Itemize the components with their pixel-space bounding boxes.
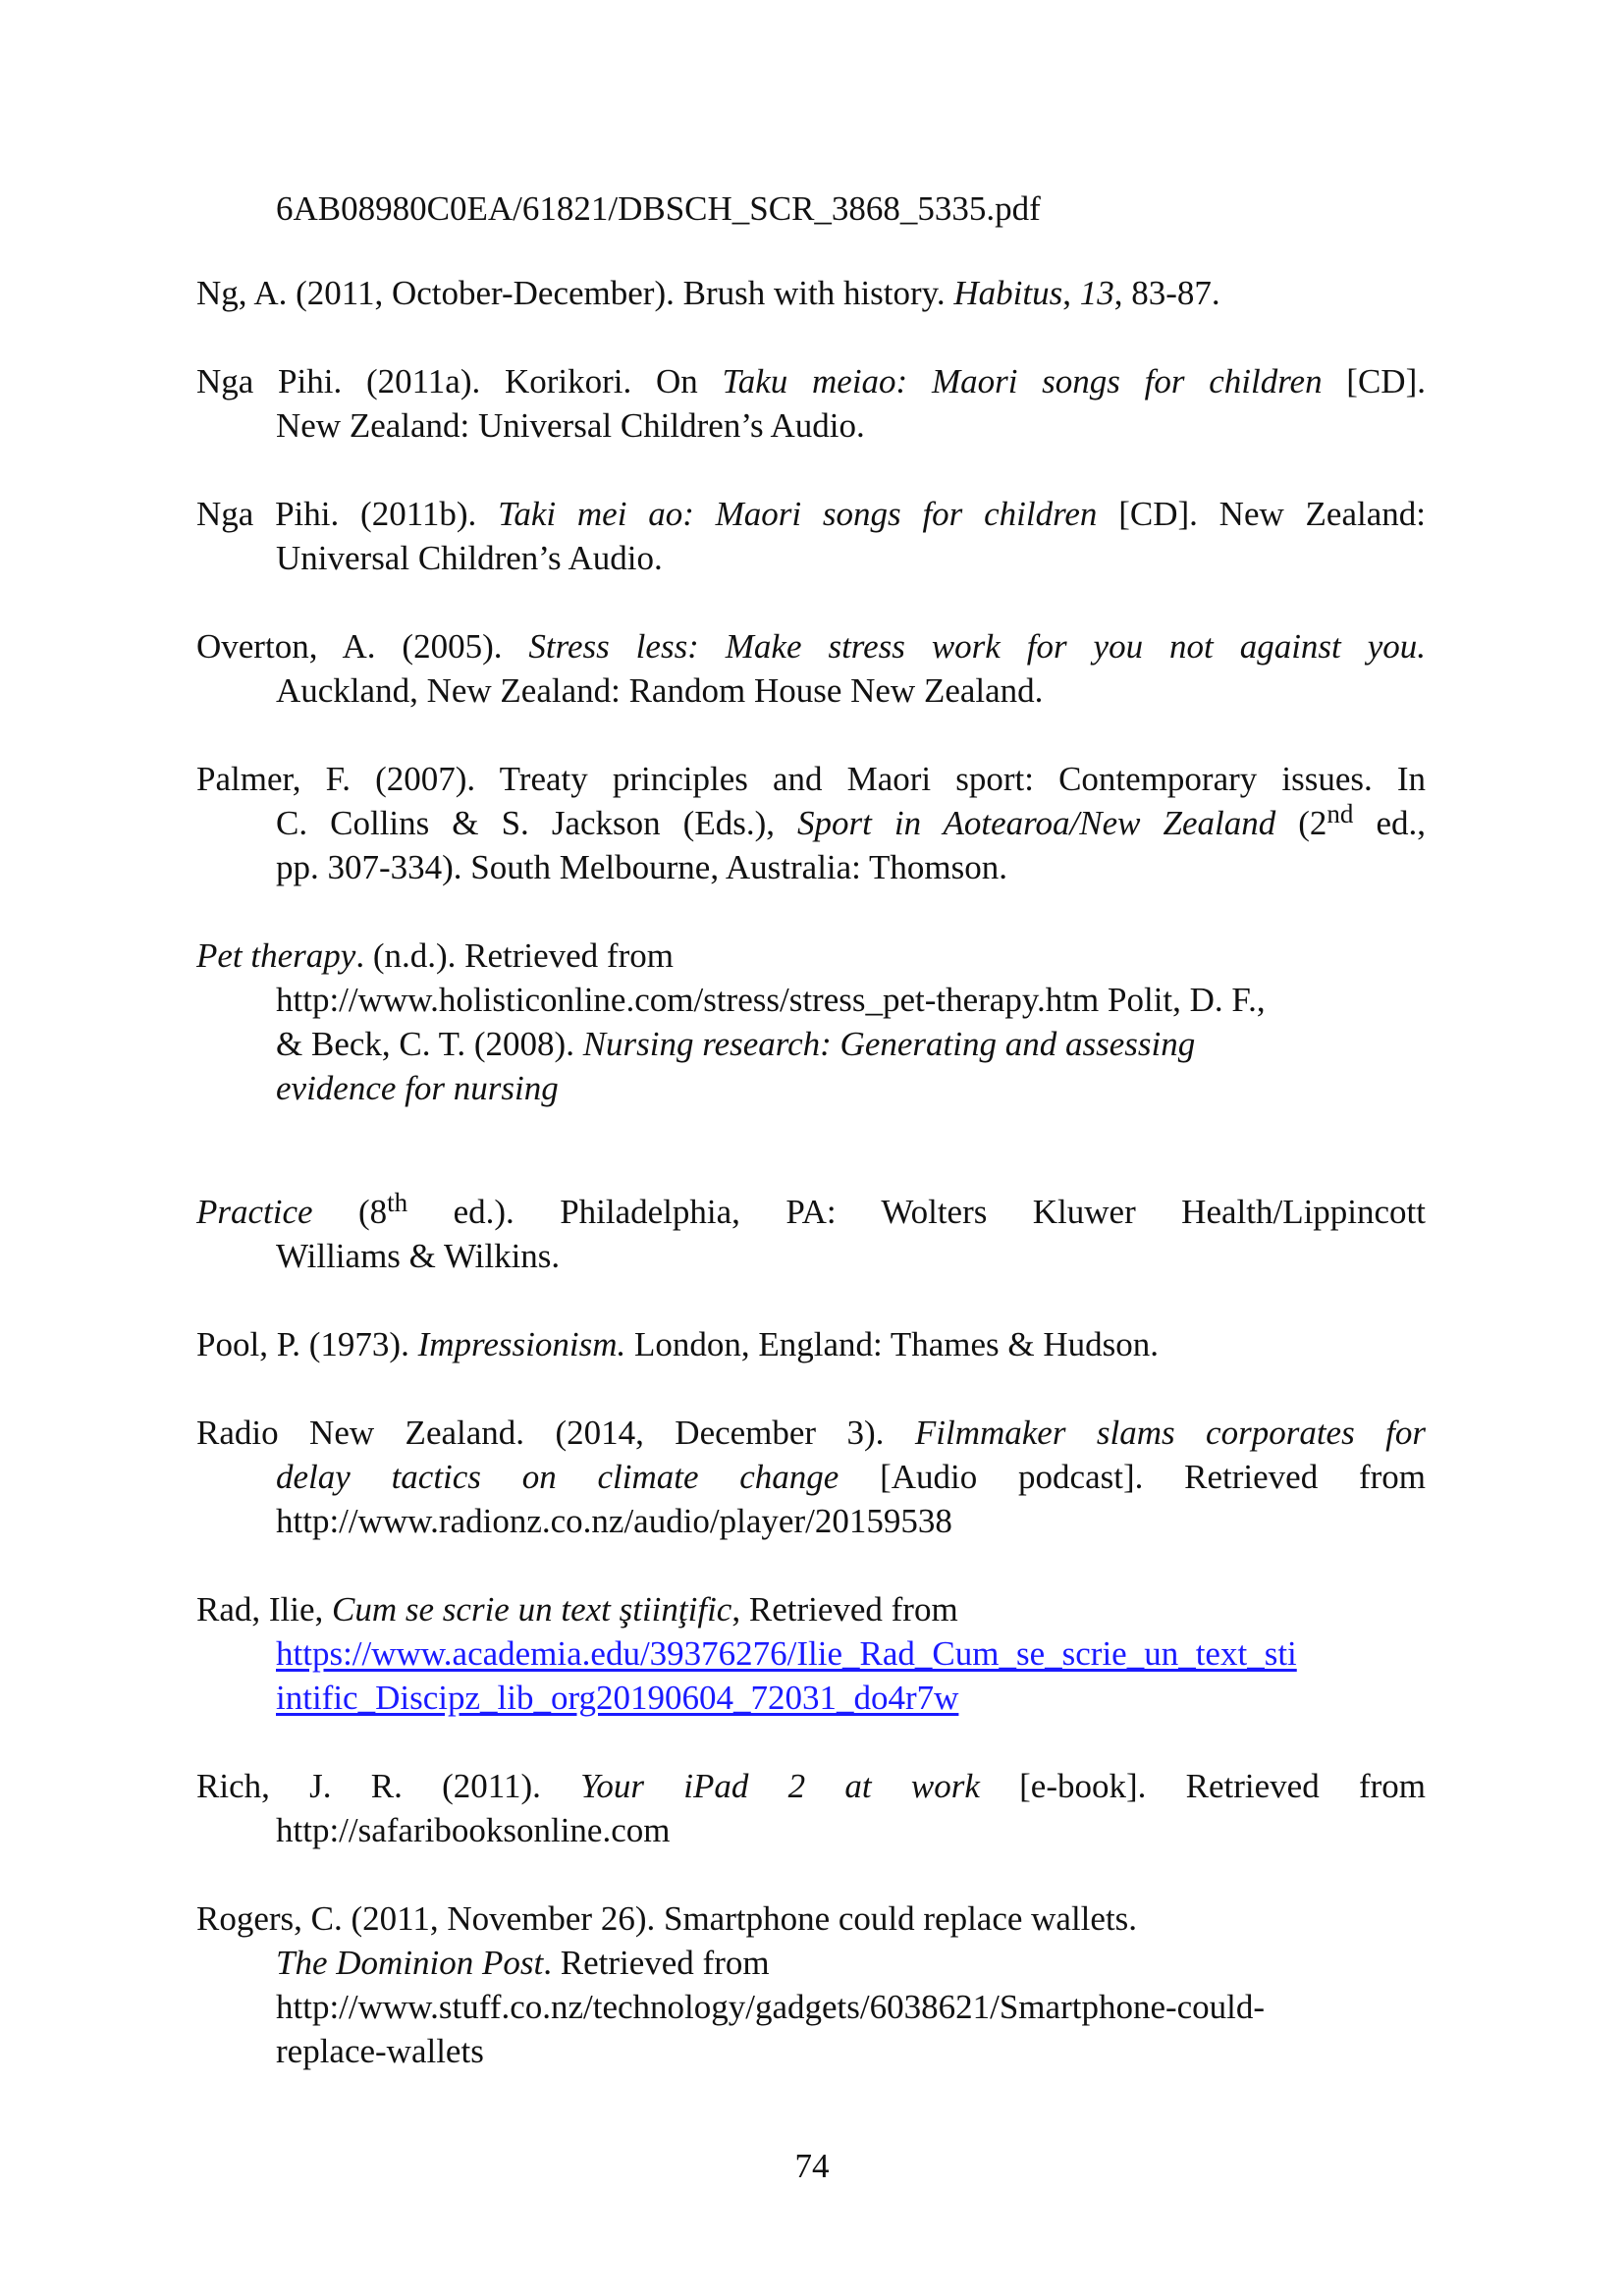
reference-entry-rogers — [196, 1899, 1426, 1939]
reference-volume: 13 — [1079, 274, 1114, 312]
reference-continuation — [276, 1025, 1426, 1064]
reference-text: (2 — [1275, 804, 1327, 842]
reference-continuation — [276, 189, 1426, 229]
reference-text: [CD]. New Zealand: — [1097, 495, 1426, 533]
reference-title: Sport in Aotearoa/New Zealand — [797, 804, 1276, 842]
reference-text: ed.). Philadelphia, PA: Wolters Kluwer Health/Lippincott — [407, 1193, 1426, 1231]
reference-continuation — [276, 848, 1426, 887]
reference-text: Palmer, F. (2007). Treaty principles and Maori sport: Contemporary issues. In — [196, 760, 1426, 798]
reference-url: http://www.stuff.co.nz/technology/gadgets/6038621/Smartphone-could- — [276, 1988, 1266, 2026]
reference-text: Universal Children’s Audio. — [276, 539, 663, 577]
reference-continuation — [276, 1988, 1426, 2027]
reference-text: Nga Pihi. (2011a). Korikori. On — [196, 362, 723, 400]
reference-continuation — [276, 1458, 1426, 1497]
reference-title: Your iPad 2 at work — [580, 1767, 980, 1805]
reference-continuation — [276, 1679, 1426, 1718]
reference-text: , Retrieved from — [731, 1590, 958, 1629]
ordinal-superscript: th — [387, 1188, 408, 1217]
reference-entry-palmer — [196, 760, 1426, 799]
reference-text: London, England: Thames & Hudson. — [625, 1325, 1159, 1363]
reference-title: Taku meiao: Maori songs for children — [722, 362, 1323, 400]
reference-title: Habitus — [953, 274, 1063, 312]
reference-continuation — [276, 1069, 1426, 1108]
reference-text: Williams & Wilkins. — [276, 1237, 561, 1275]
reference-title: Pet therapy — [196, 936, 356, 975]
reference-continuation — [276, 539, 1426, 578]
reference-title: Impressionism. — [417, 1325, 626, 1363]
reference-entry-ng — [196, 274, 1426, 313]
reference-text: pp. 307-334). South Melbourne, Australia: Thomson. — [276, 848, 1007, 886]
academia-link-line-1[interactable]: https://www.academia.edu/39376276/Ilie_Rad_Cum_se_scrie_un_text_sti — [276, 1634, 1297, 1673]
reference-entry-pet-therapy — [196, 936, 1426, 976]
reference-url: http://www.radionz.co.nz/audio/player/20159538 — [276, 1502, 952, 1540]
reference-text: & Beck, C. T. (2008). — [276, 1025, 583, 1063]
reference-text: Overton, A. (2005). — [196, 627, 529, 666]
reference-text: , 83-87. — [1113, 274, 1220, 312]
reference-text: . (n.d.). Retrieved from — [355, 936, 674, 975]
reference-text: Rich, J. R. (2011). — [196, 1767, 581, 1805]
reference-continuation — [276, 1502, 1426, 1541]
reference-text: Auckland, New Zealand: Random House New Zealand. — [276, 671, 1044, 710]
reference-entry-nga-pihi-a — [196, 362, 1426, 401]
reference-entry-radio-nz — [196, 1414, 1426, 1453]
reference-continuation — [276, 406, 1426, 446]
academia-link-line-2[interactable]: intific_Discipz_lib_org20190604_72031_do4r7w — [276, 1679, 959, 1717]
reference-url: http://safaribooksonline.com — [276, 1811, 671, 1849]
reference-url: replace-wallets — [276, 2032, 484, 2070]
page-number: 74 — [794, 2147, 830, 2185]
reference-text: ed., — [1353, 804, 1426, 842]
reference-continuation — [276, 2032, 1426, 2071]
reference-continuation — [276, 981, 1426, 1020]
reference-entry-overton — [196, 627, 1426, 667]
reference-text: Pool, P. (1973). — [196, 1325, 418, 1363]
reference-title: Practice — [196, 1193, 313, 1231]
reference-title: Nursing research: Generating and assessing — [582, 1025, 1196, 1063]
reference-continuation — [276, 1944, 1426, 1983]
reference-continuation — [276, 1634, 1426, 1674]
reference-title: The Dominion Post — [276, 1944, 544, 1982]
reference-title: Filmmaker slams corporates for — [914, 1414, 1426, 1452]
reference-entry-practice — [196, 1188, 1426, 1232]
reference-continuation — [276, 671, 1426, 711]
reference-text: New Zealand: Universal Children’s Audio. — [276, 406, 865, 445]
reference-url: http://www.holisticonline.com/stress/stress_pet-therapy.htm Polit, D. F., — [276, 981, 1266, 1019]
reference-text: 6AB08980C0EA/61821/DBSCH_SCR_3868_5335.pdf — [276, 189, 1041, 228]
reference-title: Taki mei ao: Maori songs for children — [498, 495, 1098, 533]
reference-text: C. Collins & S. Jackson (Eds.), — [276, 804, 798, 842]
reference-text: , — [1062, 274, 1080, 312]
reference-text: Nga Pihi. (2011b). — [196, 495, 499, 533]
reference-entry-rich — [196, 1767, 1426, 1806]
reference-text: . Retrieved from — [543, 1944, 770, 1982]
reference-text: Rad, Ilie, — [196, 1590, 333, 1629]
reference-title: delay tactics on climate change — [276, 1458, 839, 1496]
reference-text: (8 — [312, 1193, 388, 1231]
reference-entry-pool — [196, 1325, 1426, 1364]
reference-continuation — [276, 799, 1426, 843]
reference-text: [Audio podcast]. Retrieved from — [839, 1458, 1426, 1496]
ordinal-superscript: nd — [1326, 799, 1354, 828]
reference-title: Cum se scrie un text ştiinţific — [332, 1590, 732, 1629]
reference-title: evidence for nursing — [276, 1069, 559, 1107]
reference-text: [e-book]. Retrieved from — [979, 1767, 1426, 1805]
reference-text: [CD]. — [1322, 362, 1426, 400]
reference-continuation — [276, 1811, 1426, 1850]
reference-continuation — [276, 1237, 1426, 1276]
reference-entry-nga-pihi-b — [196, 495, 1426, 534]
reference-title: Stress less: Make stress work for you not against you. — [528, 627, 1426, 666]
reference-entry-rad — [196, 1590, 1426, 1629]
reference-text: Ng, A. (2011, October-December). Brush with history. — [196, 274, 954, 312]
reference-text: Radio New Zealand. (2014, December 3). — [196, 1414, 915, 1452]
reference-text: Rogers, C. (2011, November 26). Smartphone could replace wallets. — [196, 1899, 1138, 1938]
